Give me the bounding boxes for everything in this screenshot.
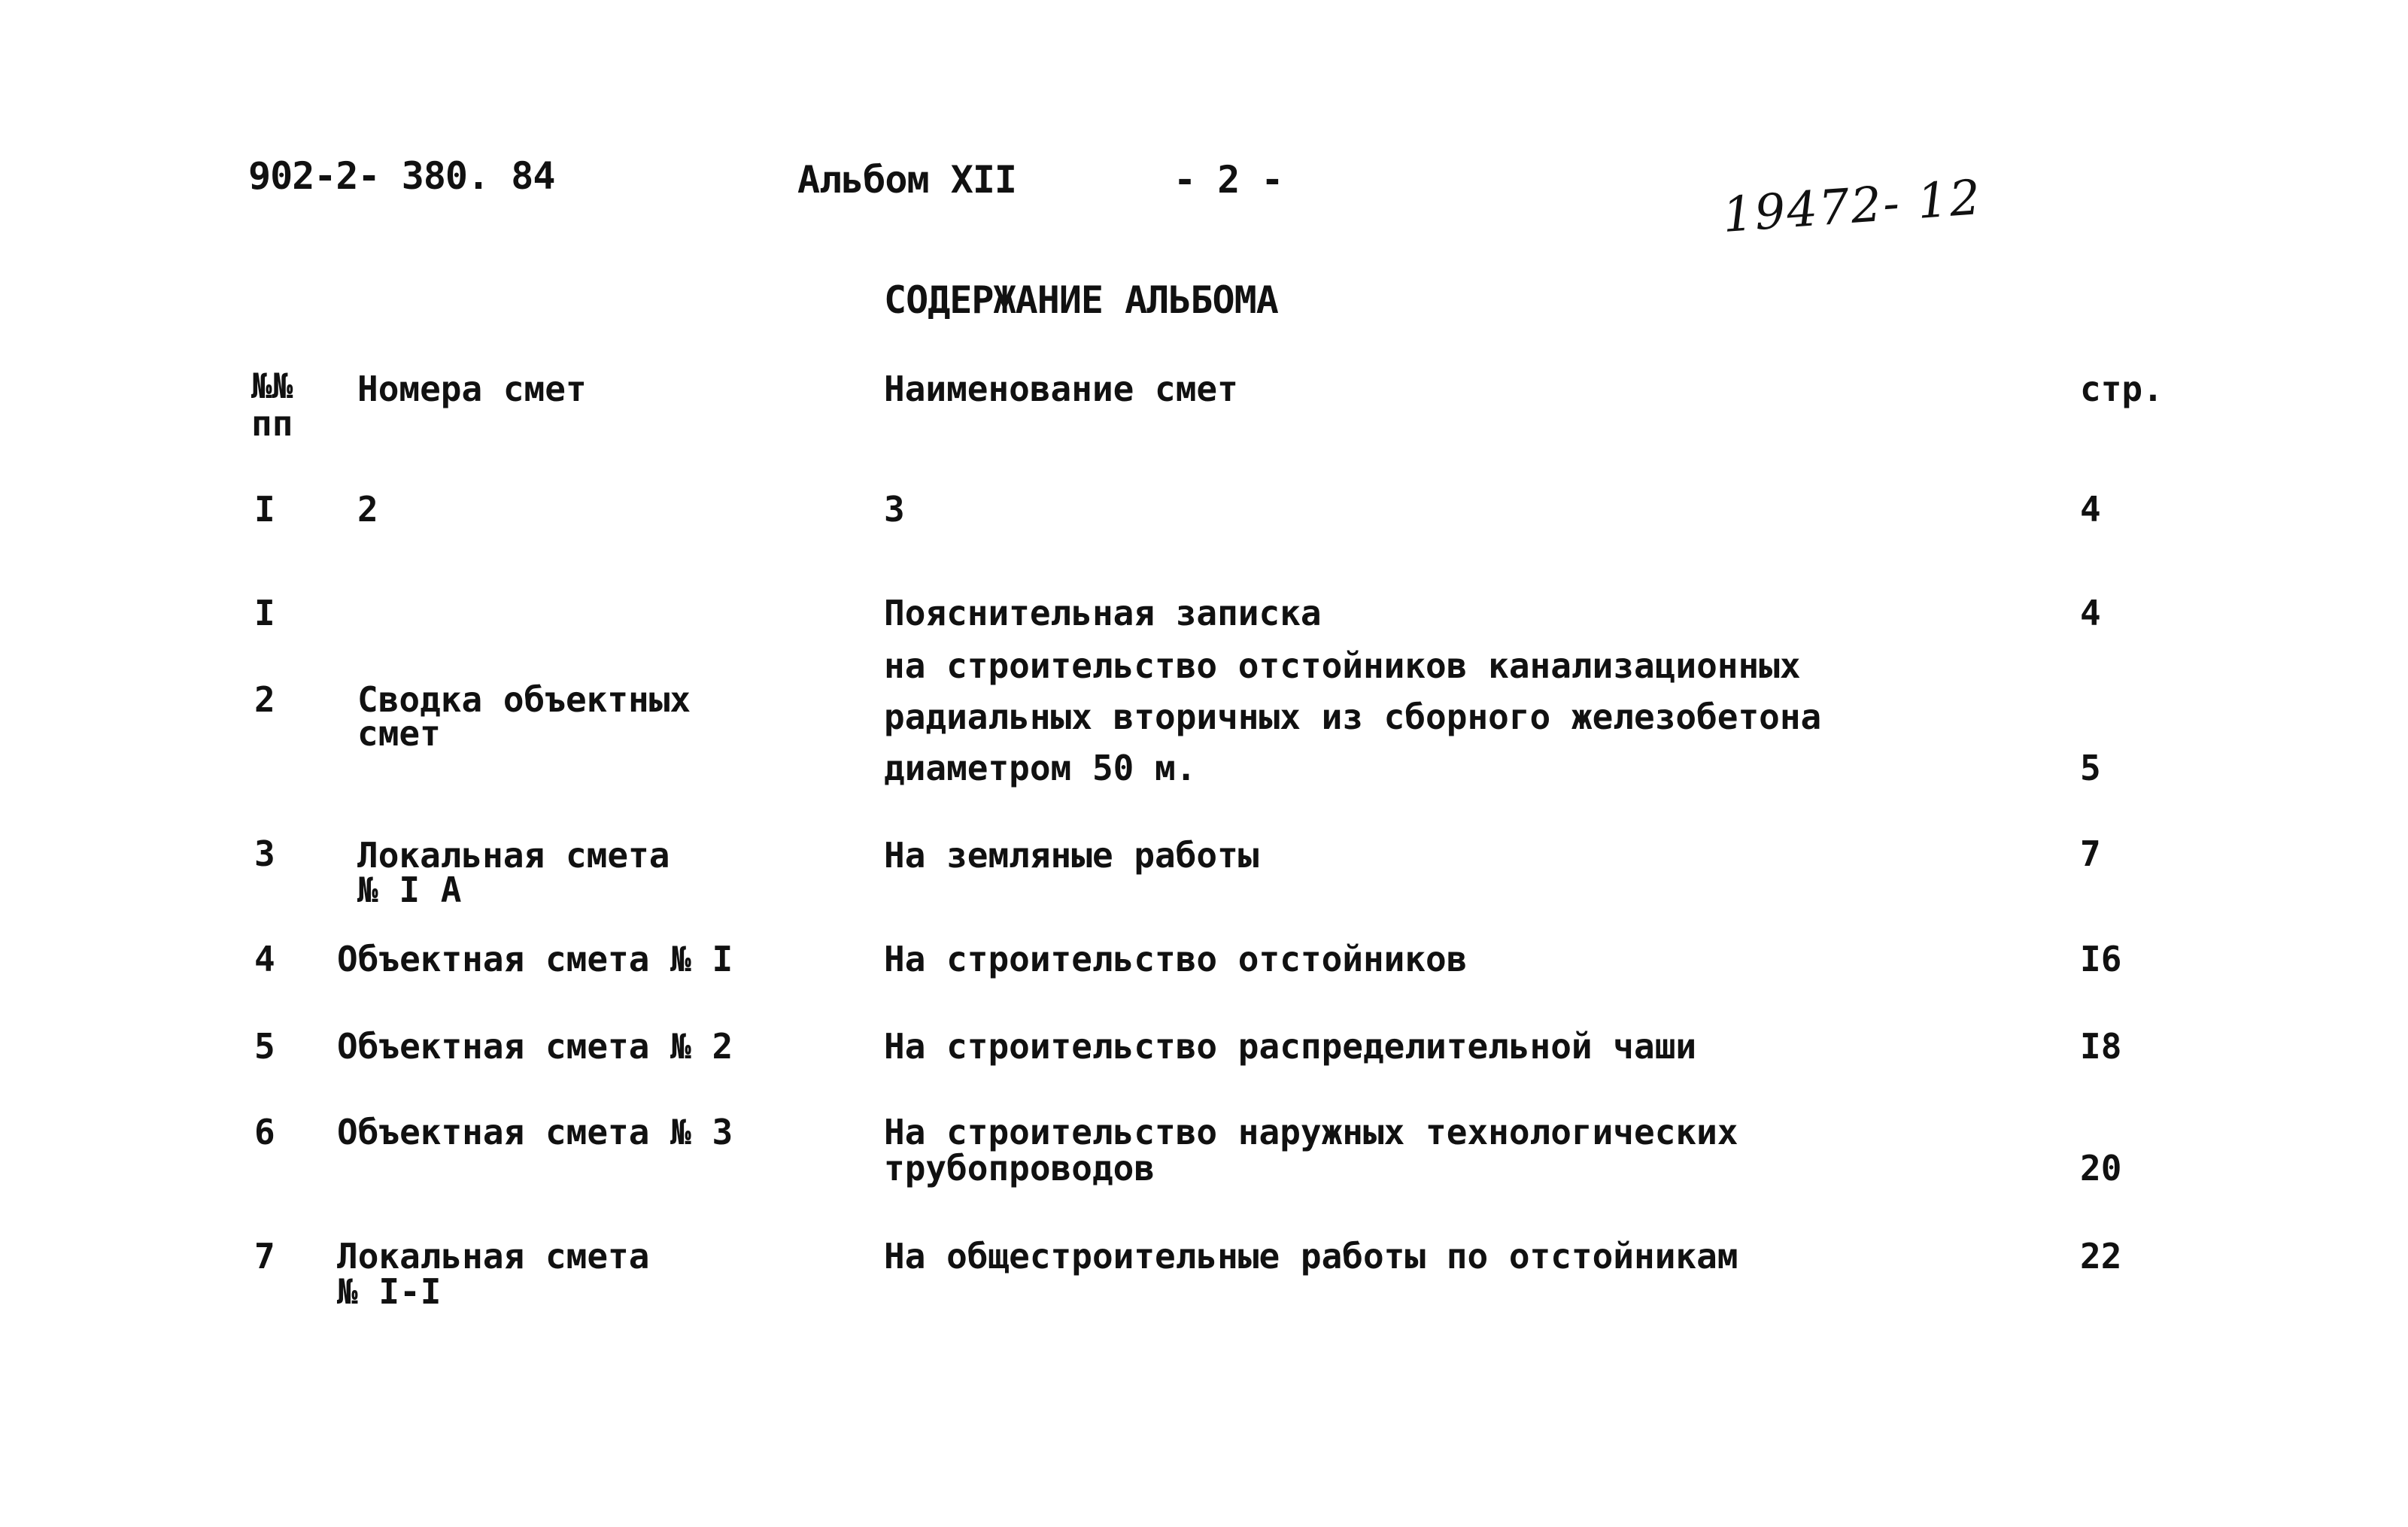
row-7-name-line1: На общестроительные работы по отстойникам (884, 1236, 1738, 1277)
document-code: 902-2- 380. 84 (248, 154, 555, 198)
column-index-2: 2 (357, 489, 378, 530)
row-1-page: 4 (2080, 593, 2101, 633)
column-index-3: 3 (884, 489, 905, 530)
row-4-estimate-line1: Объектная смета № I (337, 939, 733, 979)
page-title: СОДЕРЖАНИЕ АЛЬБОМА (884, 278, 1278, 322)
row-6-page: 20 (2080, 1148, 2122, 1189)
row-2-estimate-line2: смет (357, 713, 441, 754)
row-1-name-line1: Пояснительная записка (884, 593, 1322, 633)
row-6-name-line1: На строительство наружных технологических (884, 1112, 1738, 1152)
column-index-1: I (254, 489, 275, 530)
row-1-num: I (254, 593, 275, 633)
row-3-estimate-line2: № I А (357, 870, 462, 910)
row-2-num: 2 (254, 679, 275, 720)
row-4-page: I6 (2080, 939, 2122, 979)
column-header-num-line2: пп (251, 403, 293, 444)
row-3-estimate-line1: Локальная смета (357, 835, 670, 876)
album-number: Альбом XII (797, 158, 1017, 202)
row-7-page: 22 (2080, 1236, 2122, 1277)
column-header-estimate-names: Наименование смет (884, 369, 1238, 409)
row-3-page: 7 (2080, 833, 2101, 874)
row-2-page: 5 (2080, 748, 2101, 788)
column-header-num-line1: №№ (251, 366, 293, 406)
page-number: - 2 - (1174, 158, 1283, 202)
column-index-4: 4 (2080, 489, 2101, 530)
handwritten-inventory-number: 19472- 12 (1720, 170, 1984, 244)
row-5-estimate-line1: Объектная смета № 2 (337, 1026, 733, 1067)
row-7-estimate-line2: № I-I (337, 1271, 442, 1312)
row-5-name-line1: На строительство распределительной чаши (884, 1026, 1697, 1067)
row-3-name-line1: На земляные работы (884, 835, 1259, 876)
row-2-estimate-line1: Сводка объектных (357, 679, 691, 720)
column-header-page: стр. (2080, 369, 2164, 409)
row-6-name-line2: трубопроводов (884, 1148, 1155, 1189)
row-2-name-line2: радиальных вторичных из сборного железобетона (884, 697, 1822, 737)
row-2-name-line1: на строительство отстойников канализационных (884, 645, 1801, 686)
row-4-num: 4 (254, 939, 275, 979)
column-header-estimate-numbers: Номера смет (357, 369, 587, 409)
row-3-num: 3 (254, 833, 275, 874)
row-7-estimate-line1: Локальная смета (337, 1236, 650, 1277)
row-5-num: 5 (254, 1026, 275, 1067)
row-7-num: 7 (254, 1236, 275, 1277)
row-2-name-line3: диаметром 50 м. (884, 748, 1197, 788)
row-4-name-line1: На строительство отстойников (884, 939, 1468, 979)
row-5-page: I8 (2080, 1026, 2122, 1067)
row-6-num: 6 (254, 1112, 275, 1152)
row-6-estimate-line1: Объектная смета № 3 (337, 1112, 733, 1152)
